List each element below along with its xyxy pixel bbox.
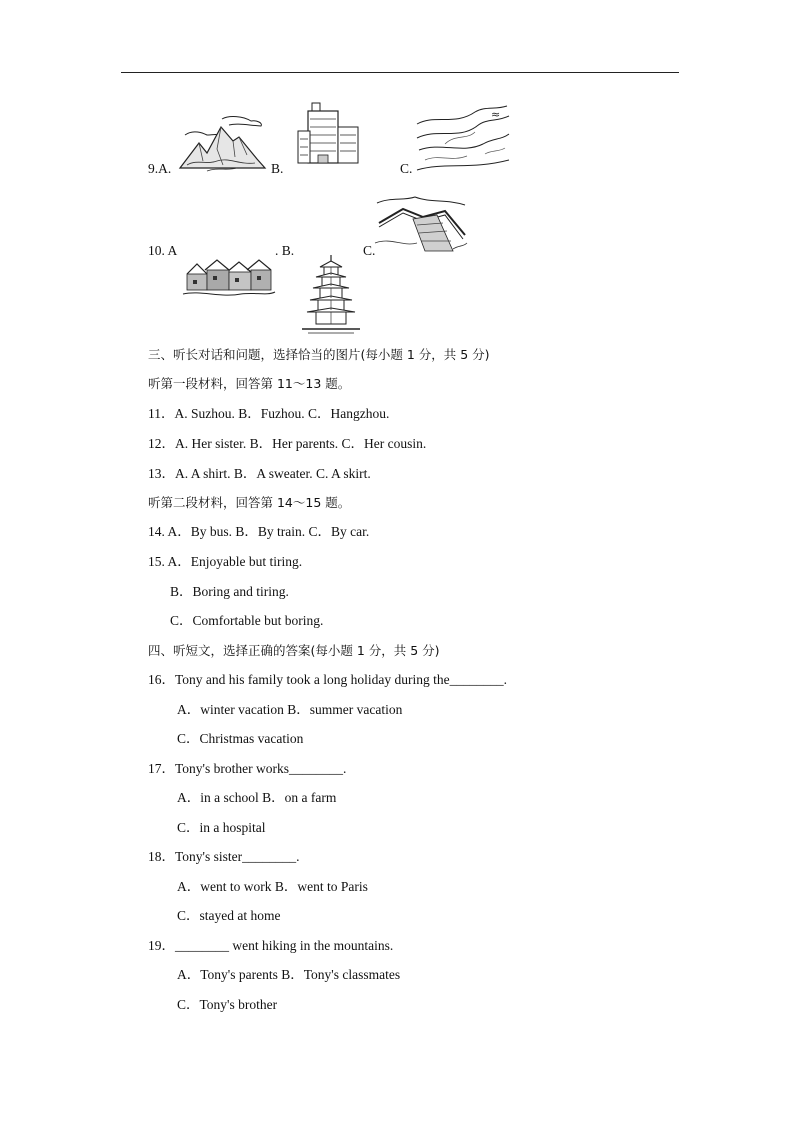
q16-option-c: C．Christmas vacation	[177, 731, 304, 746]
q18: 18．Tony's sister________.	[148, 849, 300, 864]
q19: 19．________ went hiking in the mountains.	[148, 938, 394, 953]
q17-options-ab: A．in a school B．on a farm	[177, 790, 337, 805]
q9-label-b: B.	[271, 161, 284, 176]
q16: 16．Tony and his family took a long holiday during the________.	[148, 672, 508, 687]
section3-part1: 听第一段材料，回答第 11～13 题。	[148, 376, 351, 391]
pagoda-icon	[300, 253, 362, 335]
q10-label-a: 10. A	[148, 243, 178, 258]
section3-heading: 三、听长对话和问题，选择恰当的图片(每小题 1 分，共 5 分)	[148, 347, 490, 362]
svg-text:≈: ≈	[491, 108, 501, 121]
q19-option-c: C．Tony's brother	[177, 997, 278, 1012]
q10-label-b: . B.	[275, 243, 295, 258]
q18-option-c: C．stayed at home	[177, 908, 281, 923]
q14: 14. A．By bus. B．By train. C．By car.	[148, 524, 370, 539]
q10-label-c: C.	[363, 243, 376, 258]
q13: 13．A. A shirt. B．A sweater. C. A skirt.	[148, 466, 371, 481]
header-rule	[121, 72, 679, 73]
q15-option-c: C．Comfortable but boring.	[170, 613, 324, 628]
q17-option-c: C．in a hospital	[177, 820, 266, 835]
houses-icon	[181, 254, 277, 300]
q9-label-c: C.	[400, 161, 413, 176]
q19-options-ab: A．Tony's parents B．Tony's classmates	[177, 967, 401, 982]
building-icon	[296, 101, 360, 165]
q9-label-a: 9.A.	[148, 161, 172, 176]
mountain-icon	[177, 113, 267, 175]
q11: 11．A. Suzhou. B．Fuzhou. C．Hangzhou.	[148, 406, 390, 421]
section4-heading: 四、听短文，选择正确的答案(每小题 1 分，共 5 分)	[148, 643, 440, 658]
q15-option-b: B．Boring and tiring.	[170, 584, 289, 599]
q12: 12．A. Her sister. B．Her parents. C．Her cousin.	[148, 436, 427, 451]
great-wall-icon	[373, 193, 469, 255]
q16-options-ab: A．winter vacation B．summer vacation	[177, 702, 403, 717]
section3-part2: 听第二段材料，回答第 14～15 题。	[148, 495, 351, 510]
q18-options-ab: A．went to work B．went to Paris	[177, 879, 368, 894]
q15: 15. A．Enjoyable but tiring.	[148, 554, 303, 569]
q17: 17．Tony's brother works________.	[148, 761, 347, 776]
river-icon	[415, 104, 511, 174]
